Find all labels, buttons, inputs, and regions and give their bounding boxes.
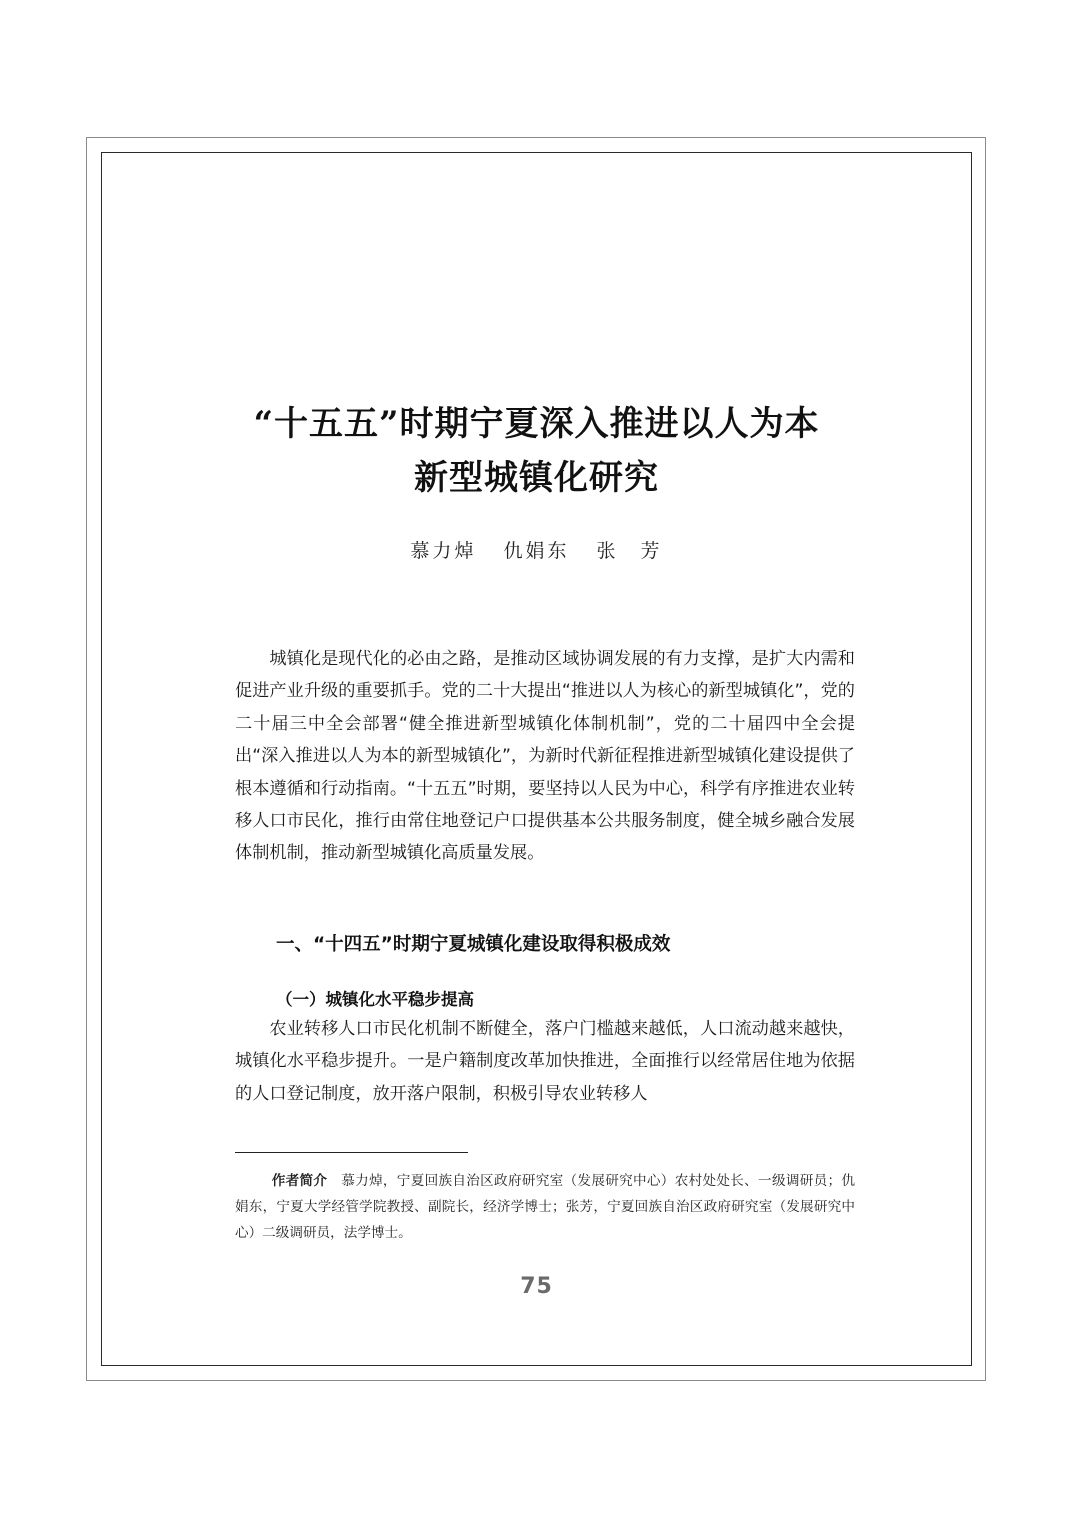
footnote-separator [235, 1152, 468, 1153]
section-heading: 一、“十四五”时期宁夏城镇化建设取得积极成效 [276, 934, 671, 955]
footnote-text: 慕力焯，宁夏回族自治区政府研究室（发展研究中心）农村处处长、一级调研员；仇娟东，宁夏大学经管学院教授、副院长，经济学博士；张芳，宁夏回族自治区政府研究室（发展研究中心）二级调研员，法学博士。 [235, 1173, 856, 1241]
article-title-line-1: “十五五”时期宁夏深入推进以人为本 [253, 404, 820, 444]
author-footnote [235, 1168, 855, 1246]
author-name: 张 芳 [596, 540, 663, 562]
author-list [101, 536, 972, 563]
footnote-label: 作者简介 [271, 1173, 328, 1189]
article-title-line-2: 新型城镇化研究 [414, 458, 659, 498]
subsection-paragraph: 农业转移人口市民化机制不断健全，落户门槛越来越低，人口流动越来越快，城镇化水平稳步提升。一是户籍制度改革加快推进，全面推行以经常居住地为依据的人口登记制度，放开落户限制，积极引导农业转移人 [235, 1019, 855, 1104]
subsection-heading: （一）城镇化水平稳步提高 [276, 990, 474, 1009]
page-number: 75 [520, 1274, 553, 1299]
author-name: 仇娟东 [503, 540, 570, 562]
intro-paragraph: 城镇化是现代化的必由之路，是推动区域协调发展的有力支撑，是扩大内需和促进产业升级的重要抓手。党的二十大提出“推进以人为核心的新型城镇化”，党的二十届三中全会部署“健全推进新型城镇化体制机制”，党的二十届四中全会提出“深入推进以人为本的新型城镇化”，为新时代新征程推进新型城镇化建设提供了根本遵循和行动指南。“十五五”时期，要坚持以人民为中心，科学有序推进农业转移人口市民化，推行由常住地登记户口提供基本公共服务制度，健全城乡融合发展体制机制，推动新型城镇化高质量发展。 [235, 649, 855, 864]
author-name: 慕力焯 [410, 540, 477, 562]
